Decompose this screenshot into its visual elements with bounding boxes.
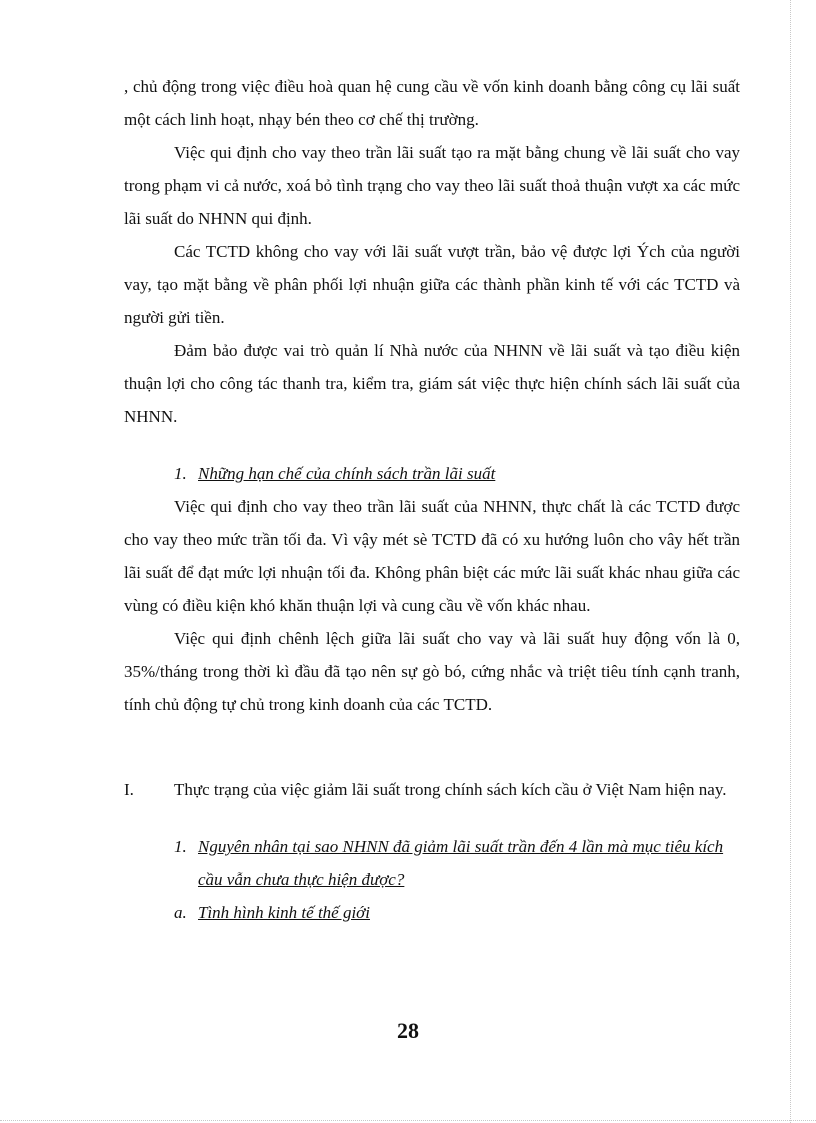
section-heading-limits [124,457,740,490]
subsection-number: 1. [174,837,187,856]
page-border-right [790,0,791,1123]
subsection-title: Nguyên nhân tại sao NHNN đã giảm lãi suất trần đến 4 lần mà mục tiêu kích cầu vẫn chưa thực hiện được? [198,837,724,889]
page-number: 28 [397,1018,419,1043]
paragraph: Việc qui định cho vay theo trần lãi suất của NHNN, thực chất là các TCTD được cho vay theo mức trần tối đa. Vì vậy mét sè TCTD đã có xu hướng luôn cho vây hết trần lãi suất để đạt mức lợi nhuận tối đa. Không phân biệt các mức lãi suất khác nhau giữa các vùng có điều kiện khó khăn thuận lợi và cung cầu về vốn khác nhau. [124,497,740,615]
subsection-letter: a. [174,903,187,922]
subsection-title: Tình hình kinh tế thế giới [198,903,370,922]
paragraph: Việc qui định cho vay theo trần lãi suất tạo ra mặt bằng chung về lãi suất cho vay trong phạm vi cả nước, xoá bỏ tình trạng cho vay theo lãi suất thoả thuận vượt xa các mức lãi suất do NHNN qui định. [124,143,740,228]
subsection-heading-world [124,896,740,929]
section-number: 1. [174,464,187,483]
paragraph: Các TCTD không cho vay với lãi suất vượt trần, bảo vệ được lợi Ých của người vay, tạo mặt bằng về phân phối lợi nhuận giữa các thành phần kinh tế với các TCTD và người gửi tiền. [124,242,740,327]
chapter-number: I. [124,780,134,799]
paragraph: , chủ động trong việc điều hoà quan hệ cung cầu về vốn kinh doanh bằng công cụ lãi suất một cách linh hoạt, nhạy bén theo cơ chế thị trường. [124,77,740,129]
chapter-heading [124,773,740,806]
subsection-heading-reasons [124,830,740,896]
document-body [124,70,740,929]
chapter-title: Thực trạng của việc giảm lãi suất trong chính sách kích cầu ở Việt Nam hiện nay. [174,780,727,799]
section-title: Những hạn chế của chính sách trần lãi suất [198,464,496,483]
paragraph: Đảm bảo được vai trò quản lí Nhà nước của NHNN về lãi suất và tạo điều kiện thuận lợi cho công tác thanh tra, kiểm tra, giám sát việc thực hiện chính sách lãi suất của NHNN. [124,341,740,426]
paragraph: Việc qui định chênh lệch giữa lãi suất cho vay và lãi suất huy động vốn là 0, 35%/tháng trong thời kì đầu đã tạo nên sự gò bó, cứng nhắc và triệt tiêu tính cạnh tranh, tính chủ động tự chủ trong kinh doanh của các TCTD. [124,629,740,714]
page-border-bottom [0,1120,816,1121]
